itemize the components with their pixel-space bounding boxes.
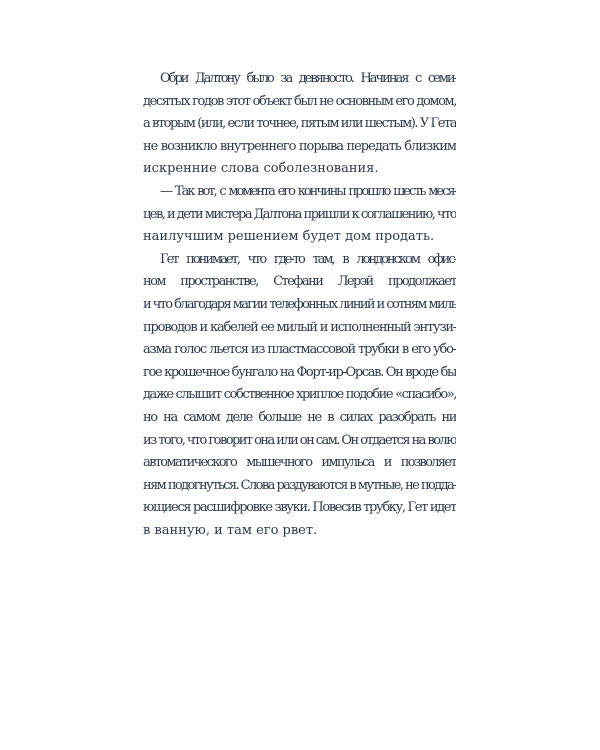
paragraph-2 (143, 181, 456, 249)
text-line: азма голос льется из пластмассовой трубки в его убо- (143, 342, 456, 358)
text-line: не возникло внутреннего порыва передать близким (143, 138, 456, 154)
text-line: десятых годов этот объект был не основным его домом, (143, 93, 456, 109)
text-line: а вторым (или, если точнее, пятым или шестым). У Гета (143, 116, 456, 132)
body-text (143, 68, 456, 542)
text-line: даже слышит собственное хриплое подобие «спасибо», (143, 387, 456, 403)
text-line: — Так вот, с момента его кончины прошло шесть меся- (160, 183, 456, 199)
text-line: ном пространстве, Стефани Лерэй продолжает (143, 274, 456, 290)
text-line: автоматического мышечного импульса и позволяет (143, 455, 456, 471)
text-line: гое крошечное бунгало на Форт-ир-Орсав. Он вроде бы (143, 364, 456, 380)
text-line: и что благодаря магии телефонных линий и сотням миль (143, 296, 456, 312)
text-line: из того, что говорит она или он сам. Он отдается на волю (143, 432, 456, 448)
text-line: Обри Далтону было за девяносто. Начиная с семи- (160, 71, 456, 86)
text-line: искренние слова соболезнования. (143, 161, 379, 177)
paragraph-1 (143, 68, 456, 181)
text-line: в ванную, и там его рвет. (143, 522, 318, 538)
text-line: цев, и дети мистера Далтона пришли к соглашению, что (143, 206, 456, 222)
text-line: но на самом деле больше не в силах разобрать ни (143, 409, 456, 425)
text-line: проводов и кабелей ее милый и исполненный энтузи- (143, 319, 456, 335)
text-line: ющиеся расшифровке звуки. Повесив трубку, Гет идет (143, 500, 456, 516)
text-line: наилучшим решением будет дом продать. (143, 229, 435, 245)
paragraph-3 (143, 249, 456, 543)
text-line: ням подогнуться. Слова раздуваются в мутные, не подда- (143, 477, 456, 493)
text-line: Гет понимает, что где-то там, в лондонском офис- (160, 251, 456, 267)
